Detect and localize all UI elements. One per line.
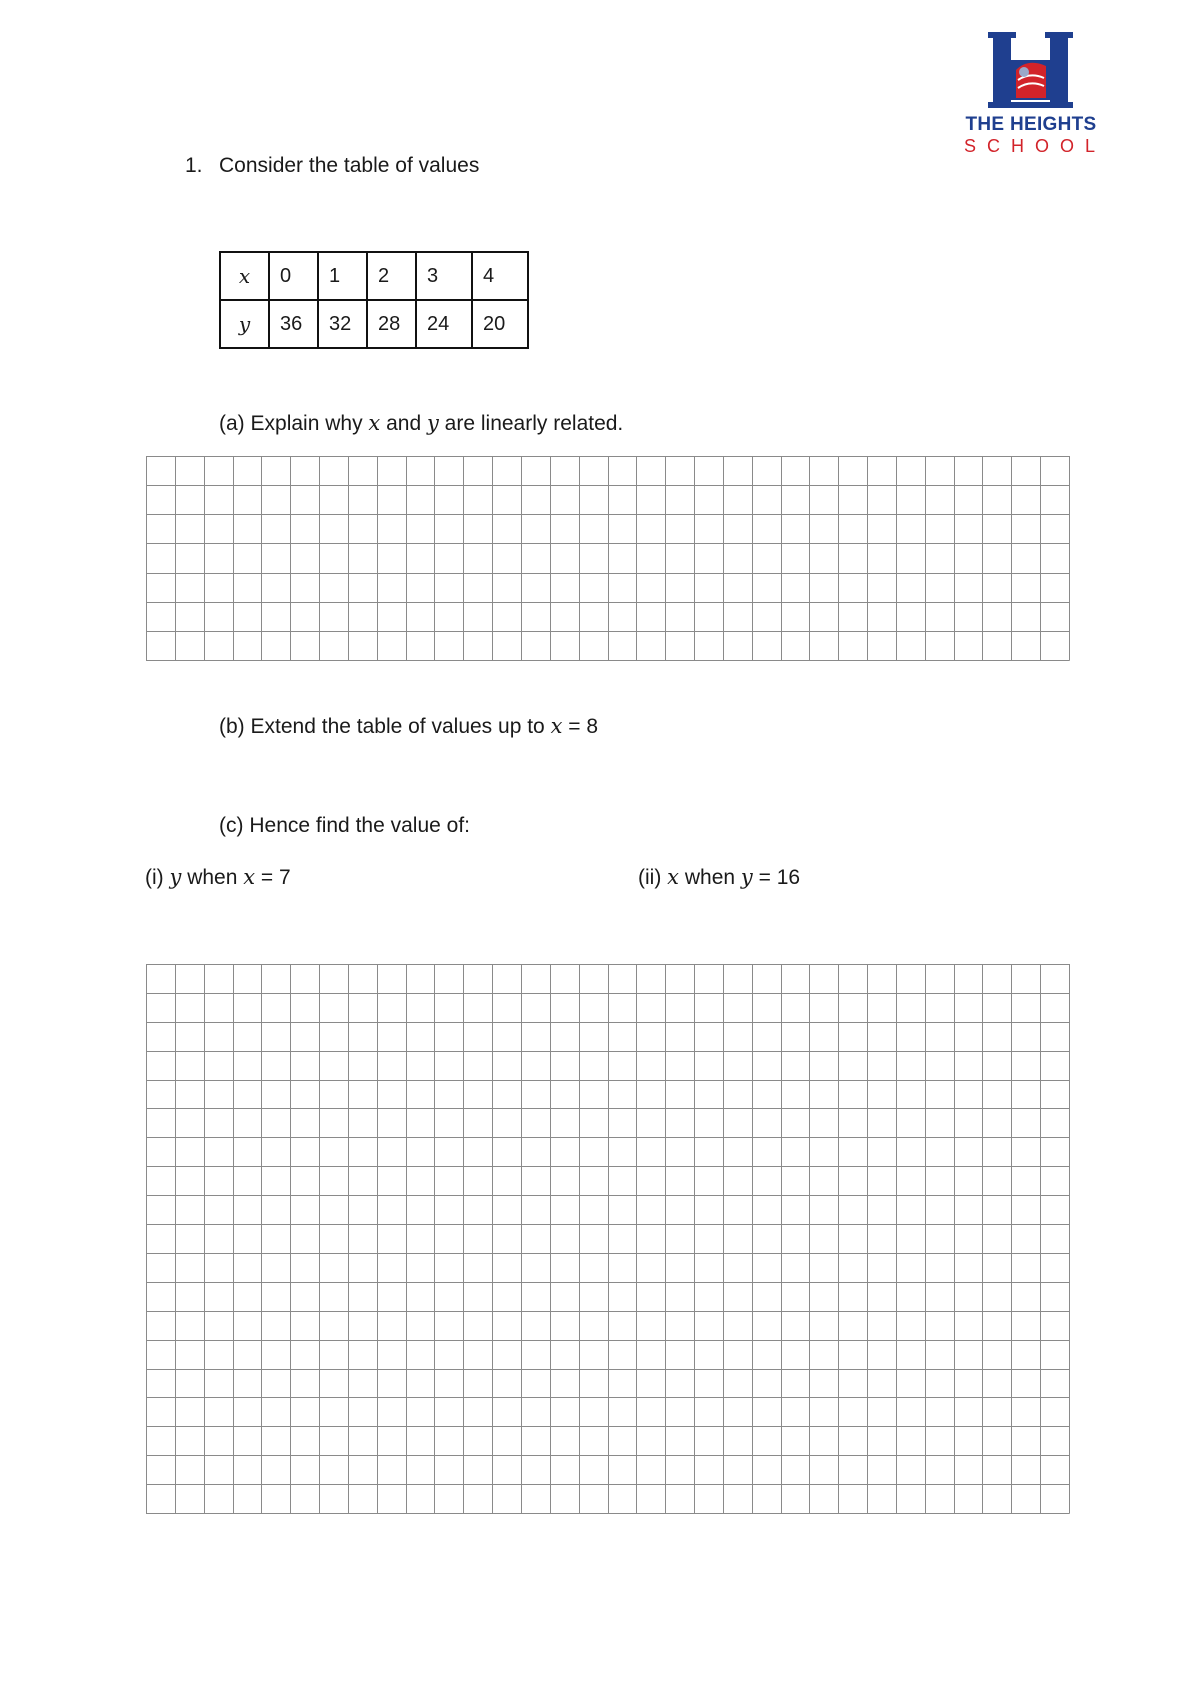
part-a-label: (a) bbox=[219, 412, 245, 435]
y-value-cell: 28 bbox=[367, 300, 416, 348]
var-y: y bbox=[426, 411, 439, 435]
school-crest-icon bbox=[958, 30, 1104, 110]
logo-name-line1: THE HEIGHTS bbox=[965, 114, 1097, 135]
logo-name-line2: SCHOOL bbox=[964, 136, 1107, 156]
y-value-cell: 36 bbox=[269, 300, 318, 348]
part-c-question bbox=[219, 813, 470, 839]
school-logo bbox=[958, 30, 1107, 156]
part-a-text-1: Explain why bbox=[250, 412, 369, 435]
sub-ii-label: (ii) bbox=[638, 866, 662, 889]
y-header: y bbox=[220, 300, 269, 348]
var-x: x bbox=[368, 411, 381, 435]
sub-ii-text-1: when bbox=[679, 866, 741, 889]
answer-grid-part-a[interactable] bbox=[146, 456, 1070, 661]
part-a-text-2: and bbox=[380, 412, 427, 435]
part-c-label: (c) bbox=[219, 814, 244, 837]
question-number: 1. bbox=[185, 154, 203, 177]
table-row-x bbox=[220, 252, 528, 300]
part-b-question bbox=[219, 713, 598, 740]
y-value-cell: 24 bbox=[416, 300, 472, 348]
part-b-label: (b) bbox=[219, 715, 245, 738]
sub-i-text-2: = 7 bbox=[255, 866, 291, 889]
x-value-cell: 3 bbox=[416, 252, 472, 300]
x-value-cell: 2 bbox=[367, 252, 416, 300]
values-table bbox=[219, 251, 529, 349]
var-y: y bbox=[740, 865, 753, 889]
var-x: x bbox=[550, 714, 563, 738]
x-value-cell: 1 bbox=[318, 252, 367, 300]
sub-i-text-1: when bbox=[181, 866, 244, 889]
y-value-cell: 20 bbox=[472, 300, 528, 348]
part-c-sub-i bbox=[145, 864, 291, 891]
part-a-text-3: are linearly related. bbox=[438, 412, 624, 435]
part-b-text-2: = 8 bbox=[562, 715, 599, 738]
question-prompt: Consider the table of values bbox=[219, 154, 480, 177]
x-header: x bbox=[220, 252, 269, 300]
sub-i-label: (i) bbox=[145, 866, 164, 889]
table-row-y bbox=[220, 300, 528, 348]
var-x: x bbox=[243, 865, 256, 889]
var-x: x bbox=[667, 865, 680, 889]
part-c-sub-ii bbox=[638, 864, 800, 891]
y-value-cell: 32 bbox=[318, 300, 367, 348]
part-c-text: Hence find the value of: bbox=[249, 814, 470, 837]
x-value-cell: 0 bbox=[269, 252, 318, 300]
part-b-text-1: Extend the table of values up to bbox=[250, 715, 551, 738]
sub-ii-text-2: = 16 bbox=[752, 866, 801, 889]
answer-grid-part-c[interactable] bbox=[146, 964, 1070, 1514]
part-a-question bbox=[219, 410, 623, 437]
x-value-cell: 4 bbox=[472, 252, 528, 300]
var-y: y bbox=[169, 865, 182, 889]
